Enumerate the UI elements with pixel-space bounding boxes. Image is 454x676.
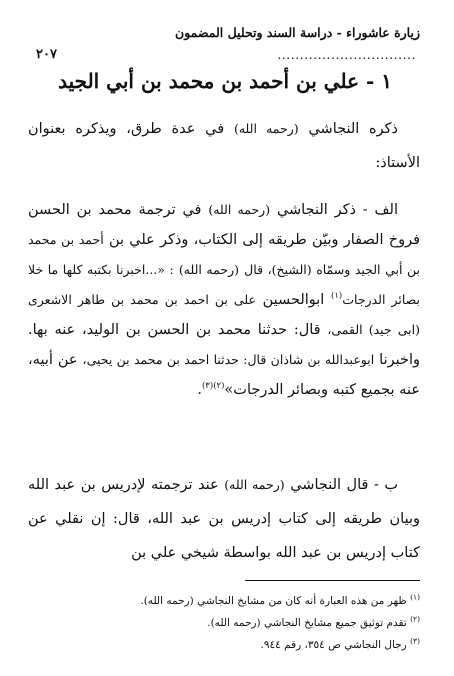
leader-dots: ............................... — [277, 47, 416, 62]
paragraph-beh — [28, 468, 420, 570]
footnote-text: تقدم توثيق جميع مشايخ النجاشي (رحمه الله). — [207, 617, 407, 629]
para2-honorific-1: (رحمه الله) — [208, 202, 271, 217]
footnote-ref-2-3[interactable]: (٢)(٣) — [201, 381, 225, 392]
footnotes — [40, 590, 420, 656]
para2-text-j: ابوعبدالله بن شاذان قال: حدثنا احمد بن محمد بن يحيى، — [82, 352, 375, 367]
para2-text-d: أحمد بن محمد بن أبي الجيد وسمّاه (الشيخ)، قال — [28, 232, 420, 277]
footnote-2 — [40, 612, 420, 634]
paragraph-alef — [28, 195, 420, 405]
section-heading: ١ - علي بن أحمد بن محمد بن أبي الجيد — [58, 69, 392, 93]
para2-honorific-2: (رحمه الله) — [178, 262, 239, 277]
page-number: ٢٠٧ — [36, 47, 57, 62]
footnote-divider — [245, 580, 420, 581]
footnote-text: رجال النجاشي ص ٣٥٤، رقم ٩٤٤. — [260, 639, 407, 651]
para1-text-c: في عدة طرق، ويذكره بعنوان الأستاذ: — [28, 121, 420, 171]
para2-end: . — [197, 382, 202, 398]
footnote-ref-1[interactable]: (١) — [331, 291, 343, 302]
para3-text-a: ب - قال النجاشي — [290, 477, 399, 493]
footnote-marker: (٢) — [410, 614, 420, 624]
para2-text-k: عن أبيه، عنه بجميع كتبه وبصائر الدرجات» — [28, 352, 420, 398]
para1-text-a: ذكره النجاشي — [308, 121, 399, 137]
footnote-marker: (٣) — [410, 636, 420, 646]
para3-text-c: عند ترجمته لإدريس بن — [80, 477, 219, 493]
footnote-text: ظهر من هذه العبارة أنه كان من مشايخ النجاشي (رحمه الله). — [140, 595, 407, 607]
para1-honorific: (رحمه الله) — [233, 121, 299, 136]
para2-text-i: قال: حدثنا محمد بن الحسن بن الوليد، عنه بها. واخبرنا — [28, 322, 420, 368]
para2-text-h: على بن احمد بن محمد بن طاهر الاشعرى (ابى جيد) القمى، — [28, 292, 420, 337]
para2-quote-start: : «...اخبرنا بكتبه كلها ما خلا بصائر الدرجات — [28, 262, 420, 307]
footnote-marker: (١) — [410, 592, 420, 602]
para2-text-a: الف - ذكر النجاشي — [276, 202, 398, 218]
para2-text-c: في ترجمة محمد بن الحسن فروخ الصفار وبيّن طريقه إلى الكتاب، وذكر علي بن — [28, 202, 421, 248]
paragraph-intro — [28, 112, 420, 180]
para3-honorific: (رحمه الله) — [224, 477, 285, 492]
para3-text-d: عبد الله وبيان طريقه إلى كتاب إدريس بن عبد الله، قال: إن نقلي عن كتاب إدريس بن عبد الله بواسطة شيخي علي بن — [28, 477, 420, 561]
footnote-3 — [40, 634, 420, 656]
running-title: زيارة عاشوراء - دراسة السند وتحليل المضمون — [175, 25, 420, 40]
para2-text-g: ابوالحسين — [262, 292, 325, 308]
footnote-1 — [40, 590, 420, 612]
running-header — [36, 22, 420, 62]
